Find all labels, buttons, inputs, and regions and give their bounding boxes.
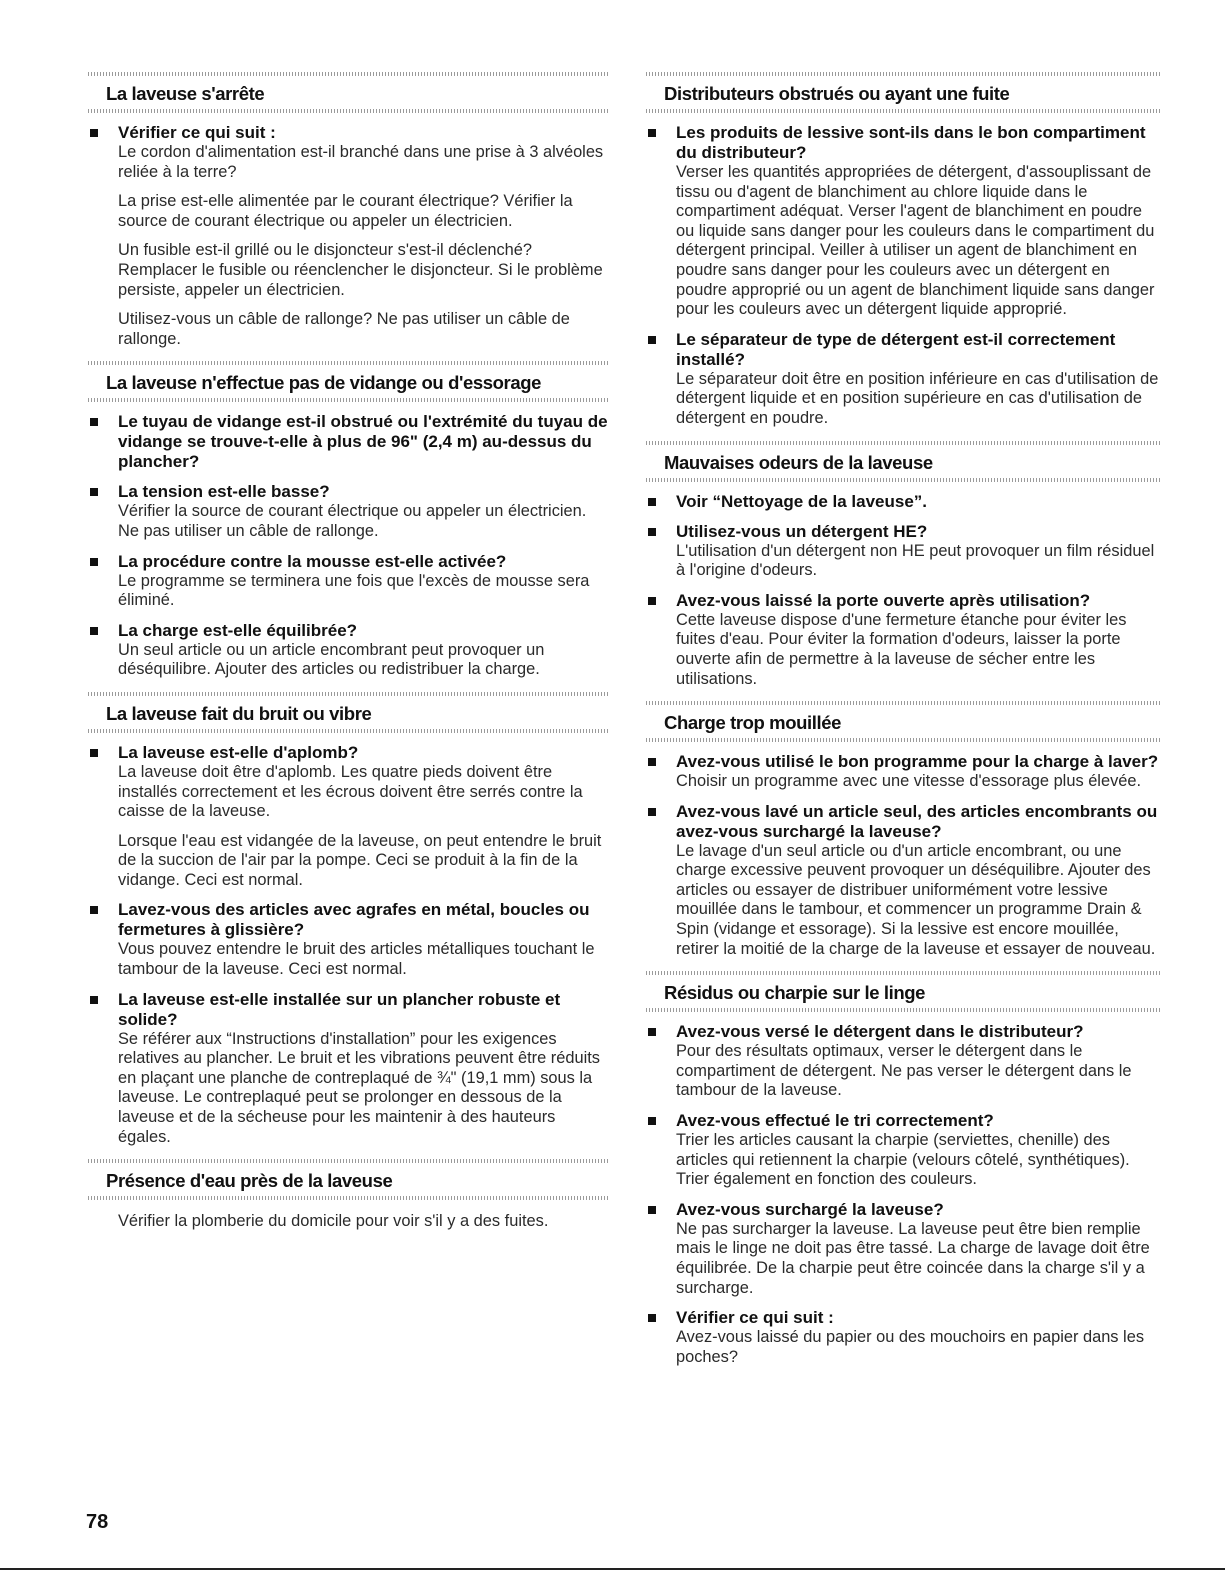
list-item bbox=[646, 591, 1161, 689]
item-text: Pour des résultats optimaux, verser le détergent dans le compartiment de détergent. Ne pas verser le détergent dans le tambour de la laveuse. bbox=[676, 1042, 1132, 1100]
item-text: Utilisez-vous un câble de rallonge? Ne pas utiliser un câble de rallonge. bbox=[118, 310, 570, 348]
item-text: La laveuse doit être d'aplomb. Les quatre pieds doivent être installés correctement et les écrous doivent être serrés contre la caisse de la laveuse. bbox=[118, 762, 583, 821]
list-item bbox=[646, 330, 1161, 429]
item-text: Le programme se terminera une fois que l'excès de mousse sera éliminé. bbox=[118, 571, 590, 610]
square-bullet-icon bbox=[648, 1028, 656, 1036]
troubleshooting-section bbox=[88, 690, 610, 1147]
item-question: Vérifier ce qui suit : bbox=[676, 1308, 834, 1328]
square-bullet-icon bbox=[648, 597, 656, 605]
troubleshooting-section bbox=[646, 439, 1161, 690]
square-bullet-icon bbox=[648, 1117, 656, 1125]
item-question: Avez-vous effectué le tri correctement? bbox=[676, 1111, 994, 1131]
item-list bbox=[646, 492, 1161, 690]
item-question: Utilisez-vous un détergent HE? bbox=[676, 521, 928, 541]
item-text: Le lavage d'un seul article ou d'un article encombrant, ou une charge excessive peuvent provoquer un déséquilibre. Ajouter des articles ou essayer de distribuer uniformément votre lessive mouillée dans le tambour, et commencer un programme Drain & Spin (vidange et essorage). Si la lessive est encore mouillée, retirer la moitié de la charge de la laveuse et essayer de nouveau. bbox=[676, 841, 1156, 958]
square-bullet-icon bbox=[90, 129, 98, 137]
item-question: Les produits de lessive sont-ils dans le bon compartiment du distributeur? bbox=[676, 123, 1146, 162]
list-item bbox=[646, 1022, 1161, 1101]
section-heading: Distributeurs obstrués ou ayant une fuite bbox=[646, 70, 1161, 113]
square-bullet-icon bbox=[648, 336, 656, 344]
item-text: L'utilisation d'un détergent non HE peut provoquer un film résiduel à l'origine d'odeurs. bbox=[676, 541, 1155, 580]
section-heading: Résidus ou charpie sur le linge bbox=[646, 969, 1161, 1012]
item-question: La charge est-elle équilibrée? bbox=[118, 620, 358, 640]
item-list bbox=[646, 123, 1161, 429]
section-heading: La laveuse s'arrête bbox=[88, 70, 610, 113]
item-question: La tension est-elle basse? bbox=[118, 482, 330, 502]
item-question: Le tuyau de vidange est-il obstrué ou l'extrémité du tuyau de vidange se trouve-t-elle à plus de 96" (2,4 m) au-dessus du plancher? bbox=[118, 412, 608, 472]
section-heading: Charge trop mouillée bbox=[646, 699, 1161, 742]
square-bullet-icon bbox=[648, 758, 656, 766]
square-bullet-icon bbox=[648, 528, 656, 536]
item-question: La laveuse est-elle installée sur un plancher robuste et solide? bbox=[118, 989, 561, 1029]
item-question: Avez-vous versé le détergent dans le distributeur? bbox=[676, 1022, 1084, 1042]
item-text: Le cordon d'alimentation est-il branché dans une prise à 3 alvéoles reliée à la terre? bbox=[118, 143, 604, 181]
item-text: La prise est-elle alimentée par le courant électrique? Vérifier la source de courant électrique ou appeler un électricien. bbox=[118, 192, 573, 230]
square-bullet-icon bbox=[648, 1314, 656, 1322]
troubleshooting-section bbox=[646, 969, 1161, 1367]
item-text: Cette laveuse dispose d'une fermeture étanche pour éviter les fuites d'eau. Pour éviter la formation d'odeurs, laisser la porte ouverte afin de permettre à la laveuse de sécher entre les utilisations. bbox=[676, 610, 1127, 688]
item-text: Le séparateur doit être en position inférieure en cas d'utilisation de détergent liquide et en position supérieure en cas d'utilisation de détergent en poudre. bbox=[676, 369, 1159, 427]
item-question: La laveuse est-elle d'aplomb? bbox=[118, 742, 359, 762]
list-item bbox=[88, 621, 610, 680]
list-item bbox=[88, 900, 610, 979]
item-text: Un fusible est-il grillé ou le disjoncteur s'est-il déclenché? Remplacer le fusible ou réenclencher le disjoncteur. Si le problème persiste, appeler un électricien. bbox=[118, 241, 603, 299]
item-text: Lorsque l'eau est vidangée de la laveuse, on peut entendre le bruit de la succion de l'air par la pompe. Ceci se produit à la fin de la vidange. Ceci est normal. bbox=[118, 831, 602, 889]
list-item bbox=[646, 522, 1161, 581]
troubleshooting-section bbox=[88, 70, 610, 349]
item-text: Choisir un programme avec une vitesse d'essorage plus élevée. bbox=[676, 772, 1142, 791]
troubleshooting-section bbox=[646, 699, 1161, 959]
page-number: 78 bbox=[86, 1511, 109, 1533]
item-text: Se référer aux “Instructions d'installation” pour les exigences relatives au plancher. Le bruit et les vibrations peuvent être réduits en plaçant une planche de contreplaqué de ¾" (19,1 mm) sous la laveuse. Le contreplaqué peut se prolonger en dessous de la laveuse et de la sécheuse pour les maintenir à des hauteurs égales. bbox=[118, 1029, 600, 1146]
item-text: Avez-vous laissé du papier ou des mouchoirs en papier dans les poches? bbox=[676, 1328, 1145, 1366]
square-bullet-icon bbox=[648, 1206, 656, 1214]
item-question: Avez-vous laissé la porte ouverte après utilisation? bbox=[676, 590, 1091, 610]
section-heading: La laveuse fait du bruit ou vibre bbox=[88, 690, 610, 733]
square-bullet-icon bbox=[648, 498, 656, 506]
list-item bbox=[88, 123, 610, 349]
square-bullet-icon bbox=[90, 996, 98, 1004]
section-heading: La laveuse n'effectue pas de vidange ou d'essorage bbox=[88, 359, 610, 402]
left-column bbox=[88, 70, 610, 1242]
item-question: Vérifier ce qui suit : bbox=[118, 123, 276, 142]
list-item bbox=[88, 990, 610, 1148]
item-text: Vérifier la source de courant électrique ou appeler un électricien. Ne pas utiliser un câble de rallonge. bbox=[118, 502, 587, 540]
item-list bbox=[88, 743, 610, 1147]
square-bullet-icon bbox=[90, 558, 98, 566]
list-item bbox=[646, 1200, 1161, 1298]
list-item bbox=[88, 743, 610, 891]
square-bullet-icon bbox=[648, 808, 656, 816]
list-item bbox=[88, 552, 610, 611]
item-question: Voir “Nettoyage de la laveuse”. bbox=[676, 491, 927, 511]
list-item bbox=[646, 1111, 1161, 1190]
item-question: Avez-vous utilisé le bon programme pour la charge à laver? bbox=[676, 752, 1159, 772]
troubleshooting-section bbox=[88, 359, 610, 680]
item-question: Lavez-vous des articles avec agrafes en métal, boucles ou fermetures à glissière? bbox=[118, 900, 590, 940]
bottom-rule bbox=[0, 1568, 1225, 1570]
item-question: Avez-vous lavé un article seul, des articles encombrants ou avez-vous surchargé la laveuse? bbox=[676, 801, 1158, 841]
item-text: Vous pouvez entendre le bruit des articles métalliques touchant le tambour de la laveuse. Ceci est normal. bbox=[118, 940, 595, 979]
troubleshooting-section bbox=[88, 1157, 610, 1232]
square-bullet-icon bbox=[90, 627, 98, 635]
list-item bbox=[646, 752, 1161, 792]
list-item bbox=[646, 1308, 1161, 1367]
list-item bbox=[88, 412, 610, 472]
item-text: Ne pas surcharger la laveuse. La laveuse peut être bien remplie mais le linge ne doit pas être tassé. La charge de lavage doit être équilibrée. De la charpie peut être coincée dans la charge s'il y a surcharge. bbox=[676, 1219, 1150, 1297]
section-heading: Présence d'eau près de la laveuse bbox=[88, 1157, 610, 1200]
square-bullet-icon bbox=[90, 906, 98, 914]
section-text: Vérifier la plomberie du domicile pour voir s'il y a des fuites. bbox=[118, 1212, 549, 1231]
section-heading: Mauvaises odeurs de la laveuse bbox=[646, 439, 1161, 482]
item-question: Avez-vous surchargé la laveuse? bbox=[676, 1199, 944, 1219]
item-question: Le séparateur de type de détergent est-il correctement installé? bbox=[676, 329, 1116, 369]
list-item bbox=[646, 123, 1161, 320]
square-bullet-icon bbox=[90, 749, 98, 757]
item-question: La procédure contre la mousse est-elle activée? bbox=[118, 551, 507, 571]
square-bullet-icon bbox=[648, 129, 656, 137]
item-list bbox=[88, 123, 610, 349]
square-bullet-icon bbox=[90, 488, 98, 496]
item-list bbox=[646, 752, 1161, 959]
item-list bbox=[88, 412, 610, 680]
list-item bbox=[646, 492, 1161, 512]
list-item bbox=[646, 802, 1161, 960]
square-bullet-icon bbox=[90, 418, 98, 426]
item-list bbox=[646, 1022, 1161, 1367]
right-column bbox=[646, 70, 1161, 1377]
list-item bbox=[88, 482, 610, 541]
troubleshooting-section bbox=[646, 70, 1161, 429]
item-text: Verser les quantités appropriées de détergent, d'assouplissant de tissu ou d'agent de blanchiment au chlore liquide dans le compartiment adéquat. Verser l'agent de blanchiment en poudre ou liquide sans danger pour les couleurs dans le compartiment du détergent principal. Veiller à utiliser un agent de blanchiment en poudre sans danger pour les couleurs avec un détergent en poudre approprié ou un agent de blanchiment liquide sans danger pour les couleurs avec un détergent liquide approprié. bbox=[676, 163, 1155, 319]
item-text: Trier les articles causant la charpie (serviettes, chenille) des articles qui retiennent la charpie (velours côtelé, synthétiques). Trier également en fonction des couleurs. bbox=[676, 1131, 1130, 1189]
item-text: Un seul article ou un article encombrant peut provoquer un déséquilibre. Ajouter des articles ou redistribuer la charge. bbox=[118, 640, 545, 679]
